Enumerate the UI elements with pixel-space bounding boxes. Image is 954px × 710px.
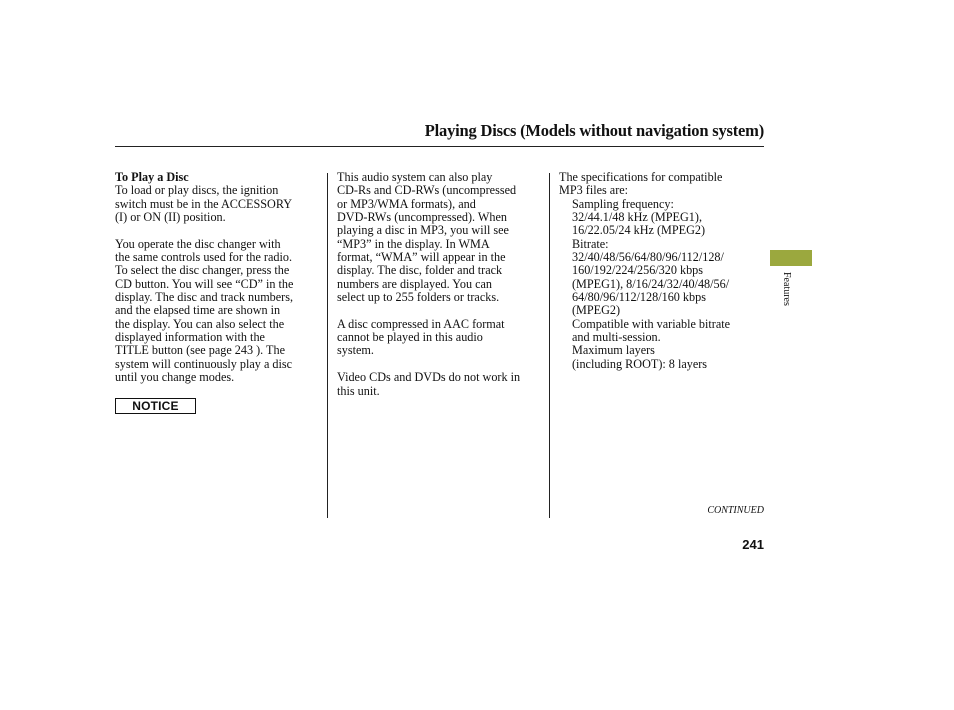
spec-line: 160/192/224/256/320 kbps <box>572 263 704 278</box>
text-line: or MP3/WMA formats), and <box>337 196 476 211</box>
text-line: display. The disc, folder and track <box>337 263 503 278</box>
mp3-spec-intro <box>559 171 764 198</box>
video-cd-paragraph <box>337 371 542 398</box>
text-line: playing a disc in MP3, you will see <box>337 223 509 238</box>
text-line: (I) or ON (II) position. <box>115 210 226 225</box>
header-rule <box>115 146 764 147</box>
section-heading: To Play a Disc <box>115 170 189 184</box>
text-line: DVD-RWs (uncompressed). When <box>337 210 508 225</box>
text-line: “MP3” in the display. In WMA <box>337 236 490 251</box>
spec-line: 16/22.05/24 kHz (MPEG2) <box>572 223 706 238</box>
spec-line: Sampling frequency: <box>572 196 674 211</box>
text-line: the same controls used for the radio. <box>115 250 293 265</box>
text-line: the display. You can also select the <box>115 316 285 331</box>
page-number: 241 <box>742 537 764 552</box>
page-title: Playing Discs (Models without navigation system) <box>424 121 764 140</box>
spec-line: (including ROOT): 8 layers <box>572 356 708 371</box>
spec-line: 64/80/96/112/128/160 kbps <box>572 290 706 305</box>
text-line: system will continuously play a disc <box>115 356 293 371</box>
play-disc-paragraph <box>115 171 325 224</box>
text-line: displayed information with the <box>115 330 265 345</box>
column-divider <box>327 173 328 518</box>
notice-box: NOTICE <box>115 398 196 414</box>
text-line: Video CDs and DVDs do not work in <box>337 370 521 385</box>
text-line: This audio system can also play <box>337 170 493 184</box>
text-line: this unit. <box>337 383 380 398</box>
text-line: switch must be in the ACCESSORY <box>115 196 293 211</box>
text-line: You operate the disc changer with <box>115 236 281 251</box>
spec-line: Maximum layers <box>572 343 655 358</box>
spec-line: (MPEG2) <box>572 303 621 318</box>
mp3-spec-list <box>559 198 764 371</box>
disc-changer-paragraph <box>115 238 325 385</box>
section-tab-marker <box>770 250 812 266</box>
text-line: until you change modes. <box>115 370 235 385</box>
spec-line: 32/44.1/48 kHz (MPEG1), <box>572 210 702 225</box>
text-line: display. The disc and track numbers, <box>115 290 294 305</box>
text-line: TITLE button (see page 243 ). The <box>115 343 286 358</box>
column-3 <box>559 171 764 371</box>
text-line: format, “WMA” will appear in the <box>337 250 506 265</box>
aac-paragraph <box>337 318 542 358</box>
text-line: A disc compressed in AAC format <box>337 316 505 331</box>
spec-line: Bitrate: <box>572 236 609 251</box>
audio-formats-paragraph <box>337 171 542 304</box>
section-tab-label: Features <box>781 272 792 306</box>
text-line: and the elapsed time are shown in <box>115 303 281 318</box>
column-2 <box>337 171 542 398</box>
column-divider <box>549 173 550 518</box>
text-line: To select the disc changer, press the <box>115 263 290 278</box>
text-line: select up to 255 folders or tracks. <box>337 290 500 305</box>
continued-label: CONTINUED <box>707 505 764 516</box>
column-1 <box>115 171 325 385</box>
text-line: numbers are displayed. You can <box>337 276 493 291</box>
text-line: To load or play discs, the ignition <box>115 183 279 198</box>
text-line: CD button. You will see “CD” in the <box>115 276 294 291</box>
spec-line: and multi-session. <box>572 330 661 345</box>
text-line: cannot be played in this audio <box>337 330 483 345</box>
text-line: system. <box>337 343 374 358</box>
text-line: CD-Rs and CD-RWs (uncompressed <box>337 183 517 198</box>
spec-line: (MPEG1), 8/16/24/32/40/48/56/ <box>572 276 730 291</box>
text-line: MP3 files are: <box>559 183 629 198</box>
spec-line: Compatible with variable bitrate <box>572 316 731 331</box>
spec-line: 32/40/48/56/64/80/96/112/128/ <box>572 250 724 265</box>
text-line: The specifications for compatible <box>559 170 723 184</box>
